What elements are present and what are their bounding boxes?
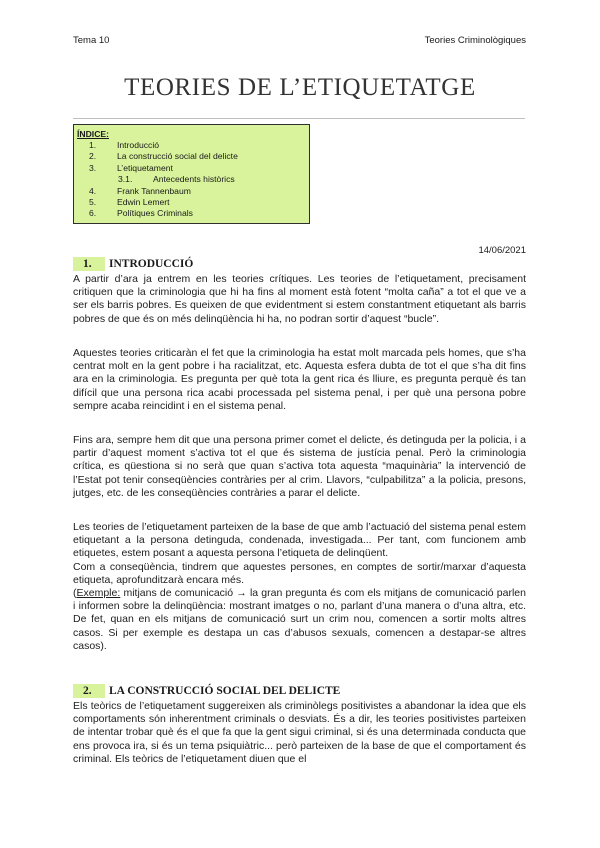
section-number-highlight [73, 684, 105, 698]
document-date: 14/06/2021 [478, 245, 526, 256]
index-item-label: Polítiques Criminals [117, 208, 193, 219]
example-paragraph [73, 587, 526, 653]
section-number-highlight [73, 257, 105, 271]
index-item-number: 4. [89, 185, 97, 196]
paragraph [73, 521, 526, 653]
index-item-number: 3. [89, 162, 97, 173]
index-subitem [77, 174, 309, 185]
example-label: Exemple: [76, 587, 121, 600]
page-title: TEORIES DE L’ETIQUETATGE [124, 74, 476, 101]
header-topic: Tema 10 [73, 35, 110, 46]
index-box [73, 124, 310, 224]
paragraph: Fins ara, sempre hem dit que una persona primer comet el delicte, és detinguda per la policia, i a partir d’aquest moment s’activa tot el que és sistema de justícia penal. Però la criminologia crítica, es qüestiona si no serà que quan s’activa tota aquesta “maquinària” la intervenció de l’Estat pot tenir conseqüències contràries per al crim. Llavors, “culpabilitza” a la policia, presons, jutges, etc. de les conseqüències contràries a parar el delicte. [73, 434, 526, 499]
section-heading-introduccio [73, 257, 193, 271]
index-item [77, 163, 309, 174]
section-number: 1. [83, 258, 92, 270]
title-divider [73, 118, 525, 119]
index-item-label: La construcció social del delicte [117, 151, 238, 162]
paragraph-line: Les teories de l’etiquetament parteixen de la base de que amb l’actuació del sistema penal estem etiquetant a la persona detinguda, condenada, investigada... Per tant, com funcionem amb etiquetes, estem posant a aquesta persona l’etiqueta de delinqüent. [73, 521, 526, 560]
index-item-number: 2. [89, 151, 97, 162]
paragraph: A partir d’ara ja entrem en les teories crítiques. Les teories de l’etiquetament, precisament critiquen que la criminologia que hi ha fins al moment està fotent “molta caña” a tot el que ve a ser els barris pobres. Es queixen de que evidentment si estem constantment etiquetant als barris pobres de que és on més delinqüència hi ha, no podran sortir d’aquest “bucle”. [73, 273, 526, 325]
index-heading: ÍNDICE: [77, 129, 109, 139]
index-item [77, 140, 309, 151]
section-title: INTRODUCCIÓ [109, 258, 194, 270]
header-subject: Teories Criminològiques [424, 35, 526, 46]
paragraph: Aquestes teories criticaràn el fet que la criminologia ha estat molt marcada pels homes, que s’ha centrat molt en la gent pobre i ha racialitzat, etc. Aquesta esfera dubta de tot el que s’ha dit fins ara en la criminologia. Es pregunta per què tota la gent rica és lliure, es pregunta perquè és tan difícil que una persona rica acabi processada pel sistema penal, i per què una persona pobre sempre acaba reincidint i en el sistema penal. [73, 347, 526, 412]
paragraph: Els teòrics de l’etiquetament suggereixen als criminòlegs positivistes a abandonar la idea que els comportaments són inherentment criminals o desviats. És a dir, les teories positivistes parteixen de intentar trobar què és el que fa que la gent sigui criminal, si és una determinada conducta que ens provoca ira, si és un tema psiquiàtric... però parteixen de la base de que el comportament és criminal. Els teòrics de l’etiquetament diuen que el [73, 700, 526, 765]
index-item [77, 197, 309, 208]
index-item-number: 1. [89, 140, 97, 150]
paragraph-line: Com a conseqüència, tindrem que aquestes persones, en comptes de sortir/marxar d’aquesta etiqueta, aprofunditzarà encara més. [73, 560, 526, 586]
index-item-number: 3.1. [118, 174, 133, 185]
example-open-paren: ( [73, 587, 77, 600]
index-item-label: Frank Tannenbaum [117, 185, 191, 196]
example-text: mitjans de comunicació → la gran pregunta és com els mitjans de comunicació parlen i informen sobre la delinqüència: mostrant imatges o no, parlant d’una manera o d’una altra, etc. De fet, quan en els mitjans de comunicació surt un crim nou, comencen a sortir molts altres casos. Si per exemple es destapa un cas d’abusos sexuals, comencen a destapar-se altres casos). [73, 587, 526, 652]
section-heading-construccio-social [73, 684, 340, 698]
index-item-label: Introducció [117, 140, 160, 150]
index-item [77, 186, 309, 197]
index-item-number: 6. [89, 208, 97, 219]
index-item [77, 208, 309, 219]
section-title: LA CONSTRUCCIÓ SOCIAL DEL DELICTE [109, 685, 341, 697]
index-item-number: 5. [89, 196, 97, 207]
index-item [77, 151, 309, 162]
index-item-label: L’etiquetament [117, 162, 173, 173]
index-item-label: Edwin Lemert [117, 196, 170, 207]
index-item-label: Antecedents històrics [153, 174, 235, 185]
index-list [77, 140, 309, 220]
section-number: 2. [83, 685, 92, 697]
